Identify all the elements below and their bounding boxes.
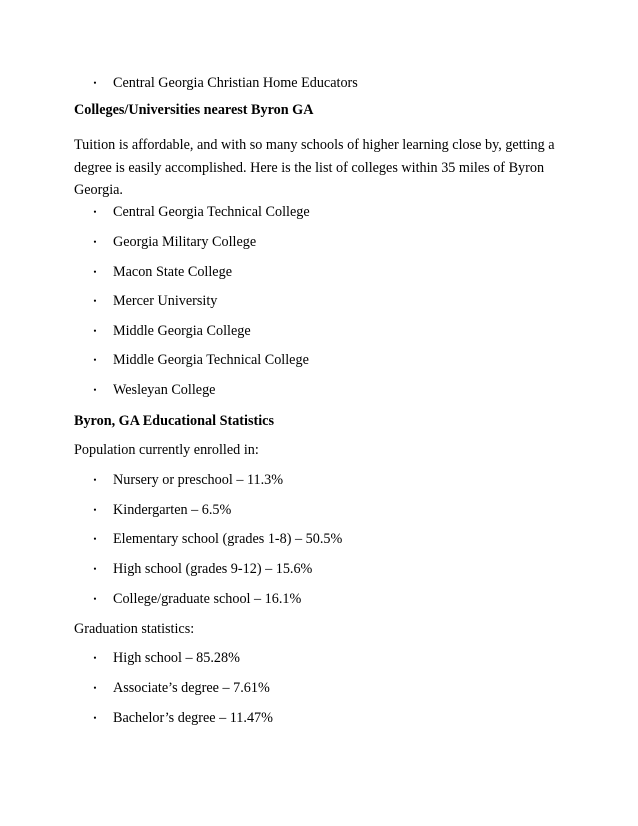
colleges-intro-paragraph: Tuition is affordable, and with so many schools of higher learning close by, getting a degree is easily accomplished. Here is the list of colleges within 35 miles of Byron Georgia. xyxy=(74,137,555,198)
enrolled-stat: Kindergarten – 6.5% xyxy=(113,502,232,518)
bullet-icon: • xyxy=(93,78,97,88)
bullet-icon: • xyxy=(93,475,97,485)
enrolled-label: Population currently enrolled in: xyxy=(74,442,259,458)
graduation-stat: High school – 85.28% xyxy=(113,650,240,666)
college-name: Macon State College xyxy=(113,264,232,280)
bullet-icon: • xyxy=(93,653,97,663)
bullet-icon: • xyxy=(93,683,97,693)
bullet-icon: • xyxy=(93,355,97,365)
college-name: Georgia Military College xyxy=(113,234,257,250)
college-name: Central Georgia Technical College xyxy=(113,204,310,220)
bullet-icon: • xyxy=(93,594,97,604)
college-name: Middle Georgia Technical College xyxy=(113,352,309,368)
bullet-icon: • xyxy=(93,267,97,277)
college-name: Wesleyan College xyxy=(113,382,216,398)
bullet-icon: • xyxy=(93,713,97,723)
colleges-heading: Colleges/Universities nearest Byron GA xyxy=(74,102,314,118)
bullet-icon: • xyxy=(93,505,97,515)
bullet-icon: • xyxy=(93,564,97,574)
bullet-icon: • xyxy=(93,207,97,217)
enrolled-stat: Nursery or preschool – 11.3% xyxy=(113,472,284,488)
enrolled-stat: College/graduate school – 16.1% xyxy=(113,591,302,607)
graduation-stat: Associate’s degree – 7.61% xyxy=(113,680,270,696)
graduation-stat: Bachelor’s degree – 11.47% xyxy=(113,710,273,726)
bullet-icon: • xyxy=(93,534,97,544)
list-item-text: Central Georgia Christian Home Educators xyxy=(113,75,358,91)
enrolled-stat: High school (grades 9-12) – 15.6% xyxy=(113,561,313,577)
graduation-label: Graduation statistics: xyxy=(74,621,195,637)
stats-heading: Byron, GA Educational Statistics xyxy=(74,413,274,429)
bullet-icon: • xyxy=(93,326,97,336)
college-name: Mercer University xyxy=(113,293,218,309)
bullet-icon: • xyxy=(93,296,97,306)
bullet-icon: • xyxy=(93,237,97,247)
college-name: Middle Georgia College xyxy=(113,323,251,339)
bullet-icon: • xyxy=(93,385,97,395)
enrolled-stat: Elementary school (grades 1-8) – 50.5% xyxy=(113,531,343,547)
